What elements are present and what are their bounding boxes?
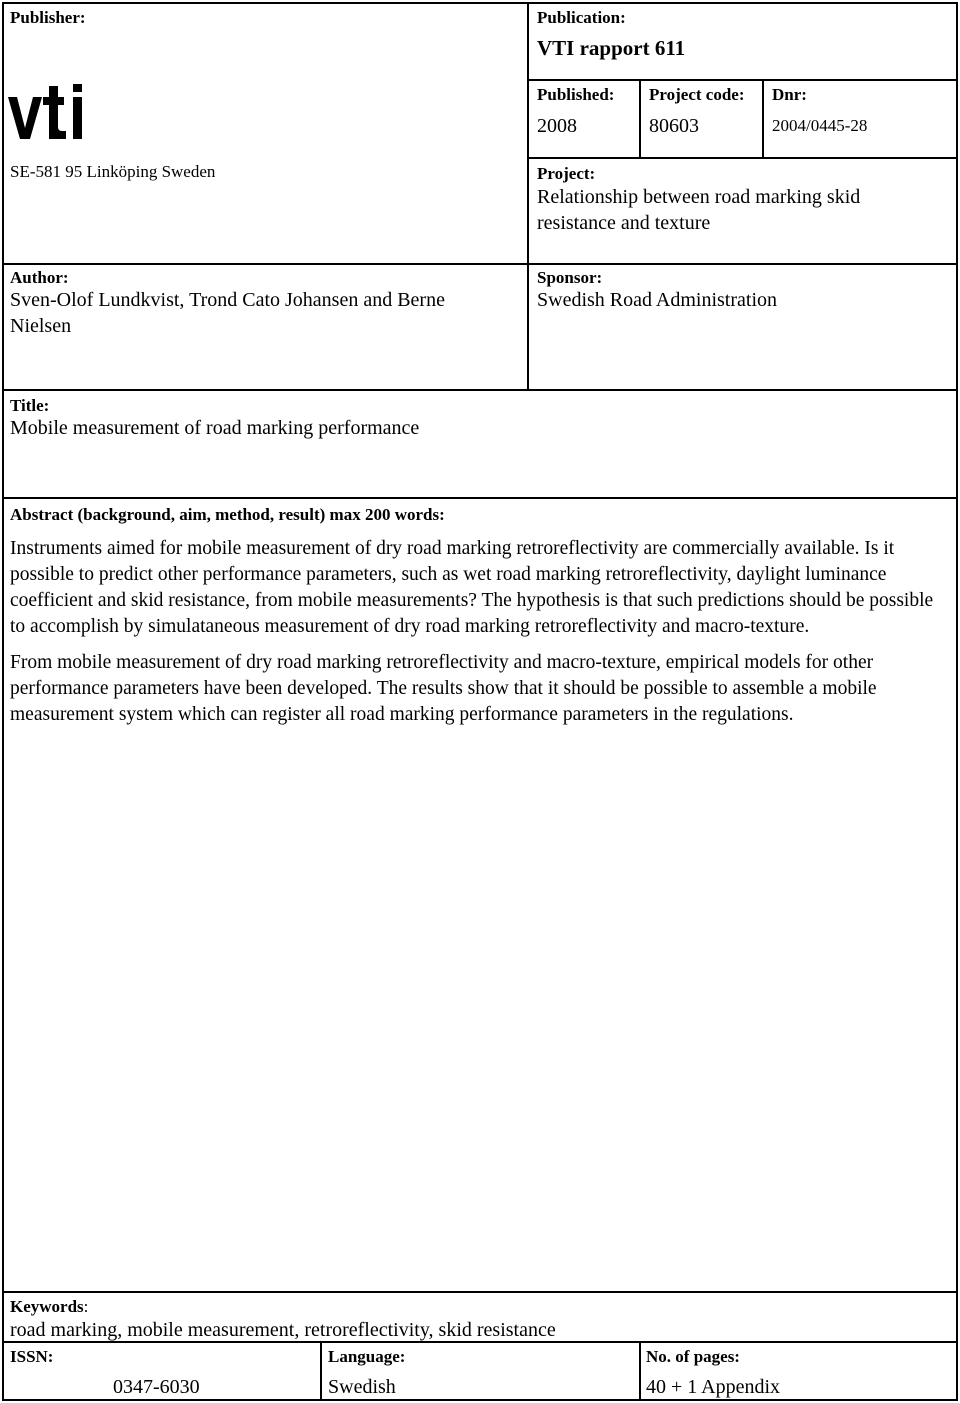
publisher-label: Publisher:: [10, 8, 86, 27]
divider: [527, 2, 529, 390]
publication-value: VTI rapport 611: [537, 36, 686, 60]
issn-label: ISSN:: [10, 1347, 54, 1366]
issn-value: 0347-6030: [113, 1376, 200, 1398]
title-label: Title:: [10, 396, 50, 415]
vti-logo-icon: [8, 84, 98, 142]
divider: [762, 79, 764, 158]
publication-label: Publication:: [537, 8, 626, 27]
keywords-colon: :: [83, 1297, 89, 1316]
abstract-body: [10, 536, 950, 738]
publisher-address: SE-581 95 Linköping Sweden: [10, 162, 216, 181]
project-code-label: Project code:: [649, 85, 745, 104]
project-label: Project:: [537, 164, 596, 183]
abstract-paragraph: From mobile measurement of dry road marking retroreflectivity and macro-texture, empirical models for other performance parameters have been developed. The results show that it should be possible to assemble a mobile measurement system which can register all road marking performance parameters in the regulations.: [10, 652, 877, 725]
project-value: Relationship between road marking skid resistance and texture: [537, 186, 861, 234]
language-label: Language:: [328, 1347, 406, 1366]
abstract-label: Abstract (background, aim, method, result) max 200 words:: [10, 505, 445, 524]
project-code-value: 80603: [649, 115, 699, 137]
sponsor-label: Sponsor:: [537, 268, 603, 287]
divider: [2, 1291, 958, 1293]
language-value: Swedish: [328, 1376, 396, 1398]
divider: [2, 389, 958, 391]
divider: [639, 79, 641, 158]
author-value: Sven-Olof Lundkvist, Trond Cato Johansen and Berne Nielsen: [10, 289, 445, 337]
pages-label: No. of pages:: [646, 1347, 740, 1366]
dnr-label: Dnr:: [772, 85, 807, 104]
title-value: Mobile measurement of road marking performance: [10, 417, 420, 439]
divider: [639, 1341, 641, 1401]
published-value: 2008: [537, 115, 577, 137]
keywords-label-wrap: [10, 1297, 88, 1317]
abstract-paragraph: Instruments aimed for mobile measurement of dry road marking retroreflectivity are commercially available. Is it possible to predict other performance parameters, such as wet road marking retroreflectivity, daylight luminance coefficient and skid resistance, from mobile measurements? The hypothesis is that such predictions should be possible to accomplish by simulataneous measurement of dry road marking retroreflectivity and macro-texture.: [10, 538, 934, 637]
keywords-value: road marking, mobile measurement, retroreflectivity, skid resistance: [10, 1319, 556, 1341]
keywords-label: Keywords: [10, 1297, 84, 1316]
sponsor-value: Swedish Road Administration: [537, 289, 777, 311]
divider: [2, 263, 958, 265]
pages-value: 40 + 1 Appendix: [646, 1376, 781, 1398]
divider: [2, 497, 958, 499]
divider: [527, 157, 958, 159]
author-label: Author:: [10, 268, 69, 287]
divider: [320, 1341, 322, 1401]
divider: [527, 79, 958, 81]
published-label: Published:: [537, 85, 615, 104]
dnr-value: 2004/0445-28: [772, 116, 868, 135]
